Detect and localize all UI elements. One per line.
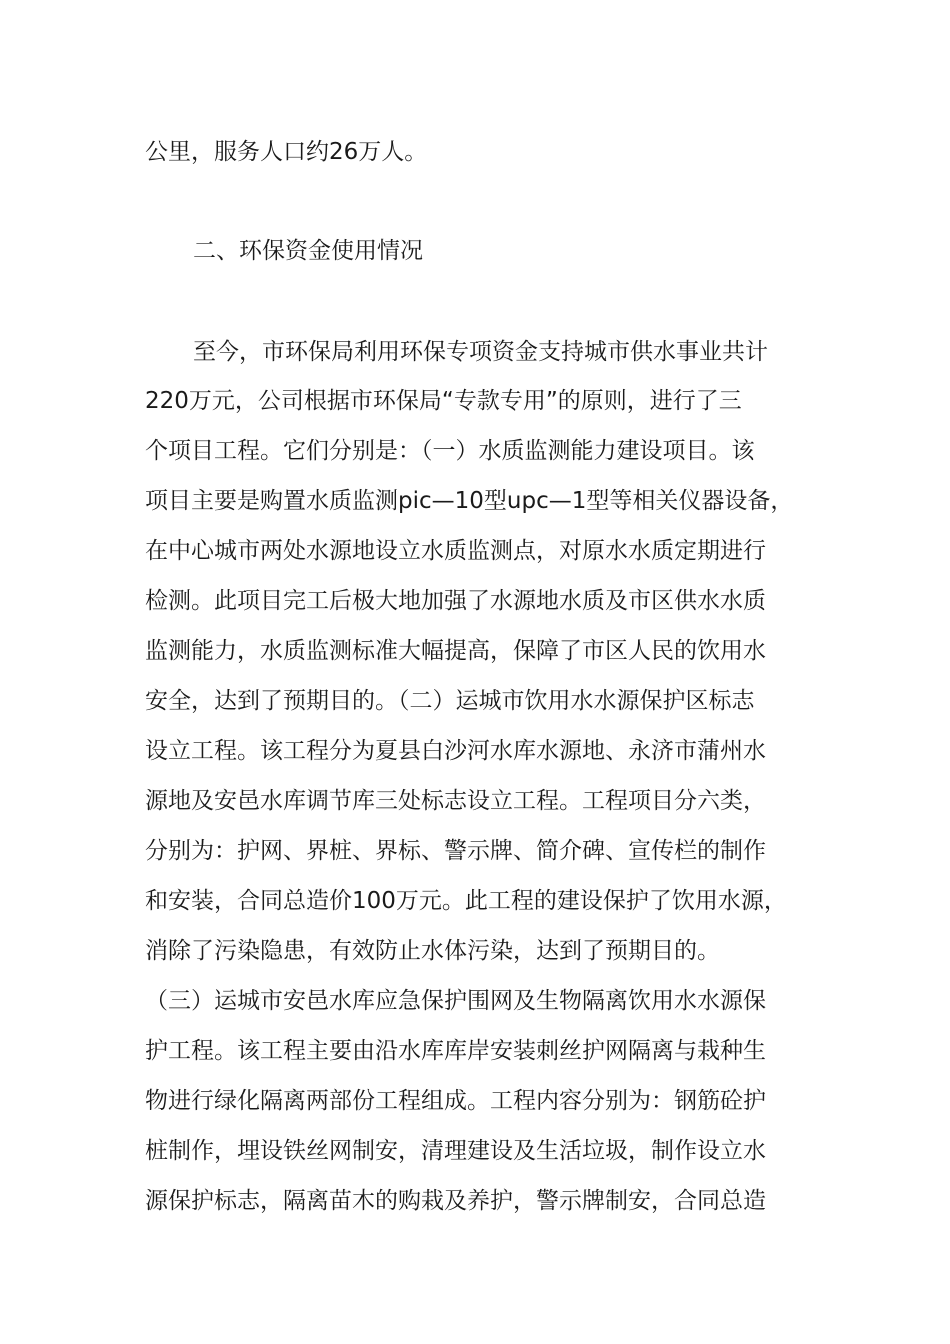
paragraph-line: 护工程。该工程主要由沿水库库岸安装刺丝护网隔离与栽种生 — [145, 1038, 766, 1064]
paragraph-line: 源地及安邑水库调节库三处标志设立工程。工程项目分六类， — [145, 788, 766, 814]
paragraph-line: 安全，达到了预期目的。（二）运城市饮用水水源保护区标志 — [145, 688, 755, 714]
paragraph-line: 个项目工程。它们分别是：（一）水质监测能力建设项目。该 — [145, 438, 755, 464]
paragraph-line: 在中心城市两处水源地设立水质监测点，对原水水质定期进行 — [145, 538, 766, 564]
paragraph-line: 检测。此项目完工后极大地加强了水源地水质及市区供水水质 — [145, 588, 766, 614]
paragraph-line: 桩制作，埋设铁丝网制安，清理建设及生活垃圾，制作设立水 — [145, 1138, 766, 1164]
paragraph-line: 设立工程。该工程分为夏县白沙河水库水源地、永济市蒲州水 — [145, 738, 766, 764]
paragraph-line: 物进行绿化隔离两部份工程组成。工程内容分别为：钢筋砼护 — [145, 1088, 766, 1114]
paragraph-line: 至今，市环保局利用环保专项资金支持城市供水事业共计 — [193, 339, 768, 365]
paragraph-line: 监测能力，水质监测标准大幅提高，保障了市区人民的饮用水 — [145, 638, 766, 664]
paragraph-line: 分别为：护网、界桩、界标、警示牌、简介碑、宣传栏的制作 — [145, 838, 766, 864]
paragraph-line: 项目主要是购置水质监测pic—10型upc—1型等相关仪器设备， — [145, 488, 794, 514]
paragraph-line: （三）运城市安邑水库应急保护围网及生物隔离饮用水水源保 — [145, 988, 766, 1014]
paragraph-line: 和安装，合同总造价100万元。此工程的建设保护了饮用水源， — [145, 888, 787, 914]
paragraph-line: 消除了污染隐患，有效防止水体污染，达到了预期目的。 — [145, 938, 720, 964]
section-heading: 二、环保资金使用情况 — [193, 238, 423, 264]
paragraph-line: 公里，服务人口约26万人。 — [145, 139, 428, 165]
paragraph-line: 源保护标志，隔离苗木的购栽及养护，警示牌制安，合同总造 — [145, 1188, 766, 1214]
paragraph-line: 220万元，公司根据市环保局“专款专用”的原则，进行了三 — [145, 388, 742, 414]
